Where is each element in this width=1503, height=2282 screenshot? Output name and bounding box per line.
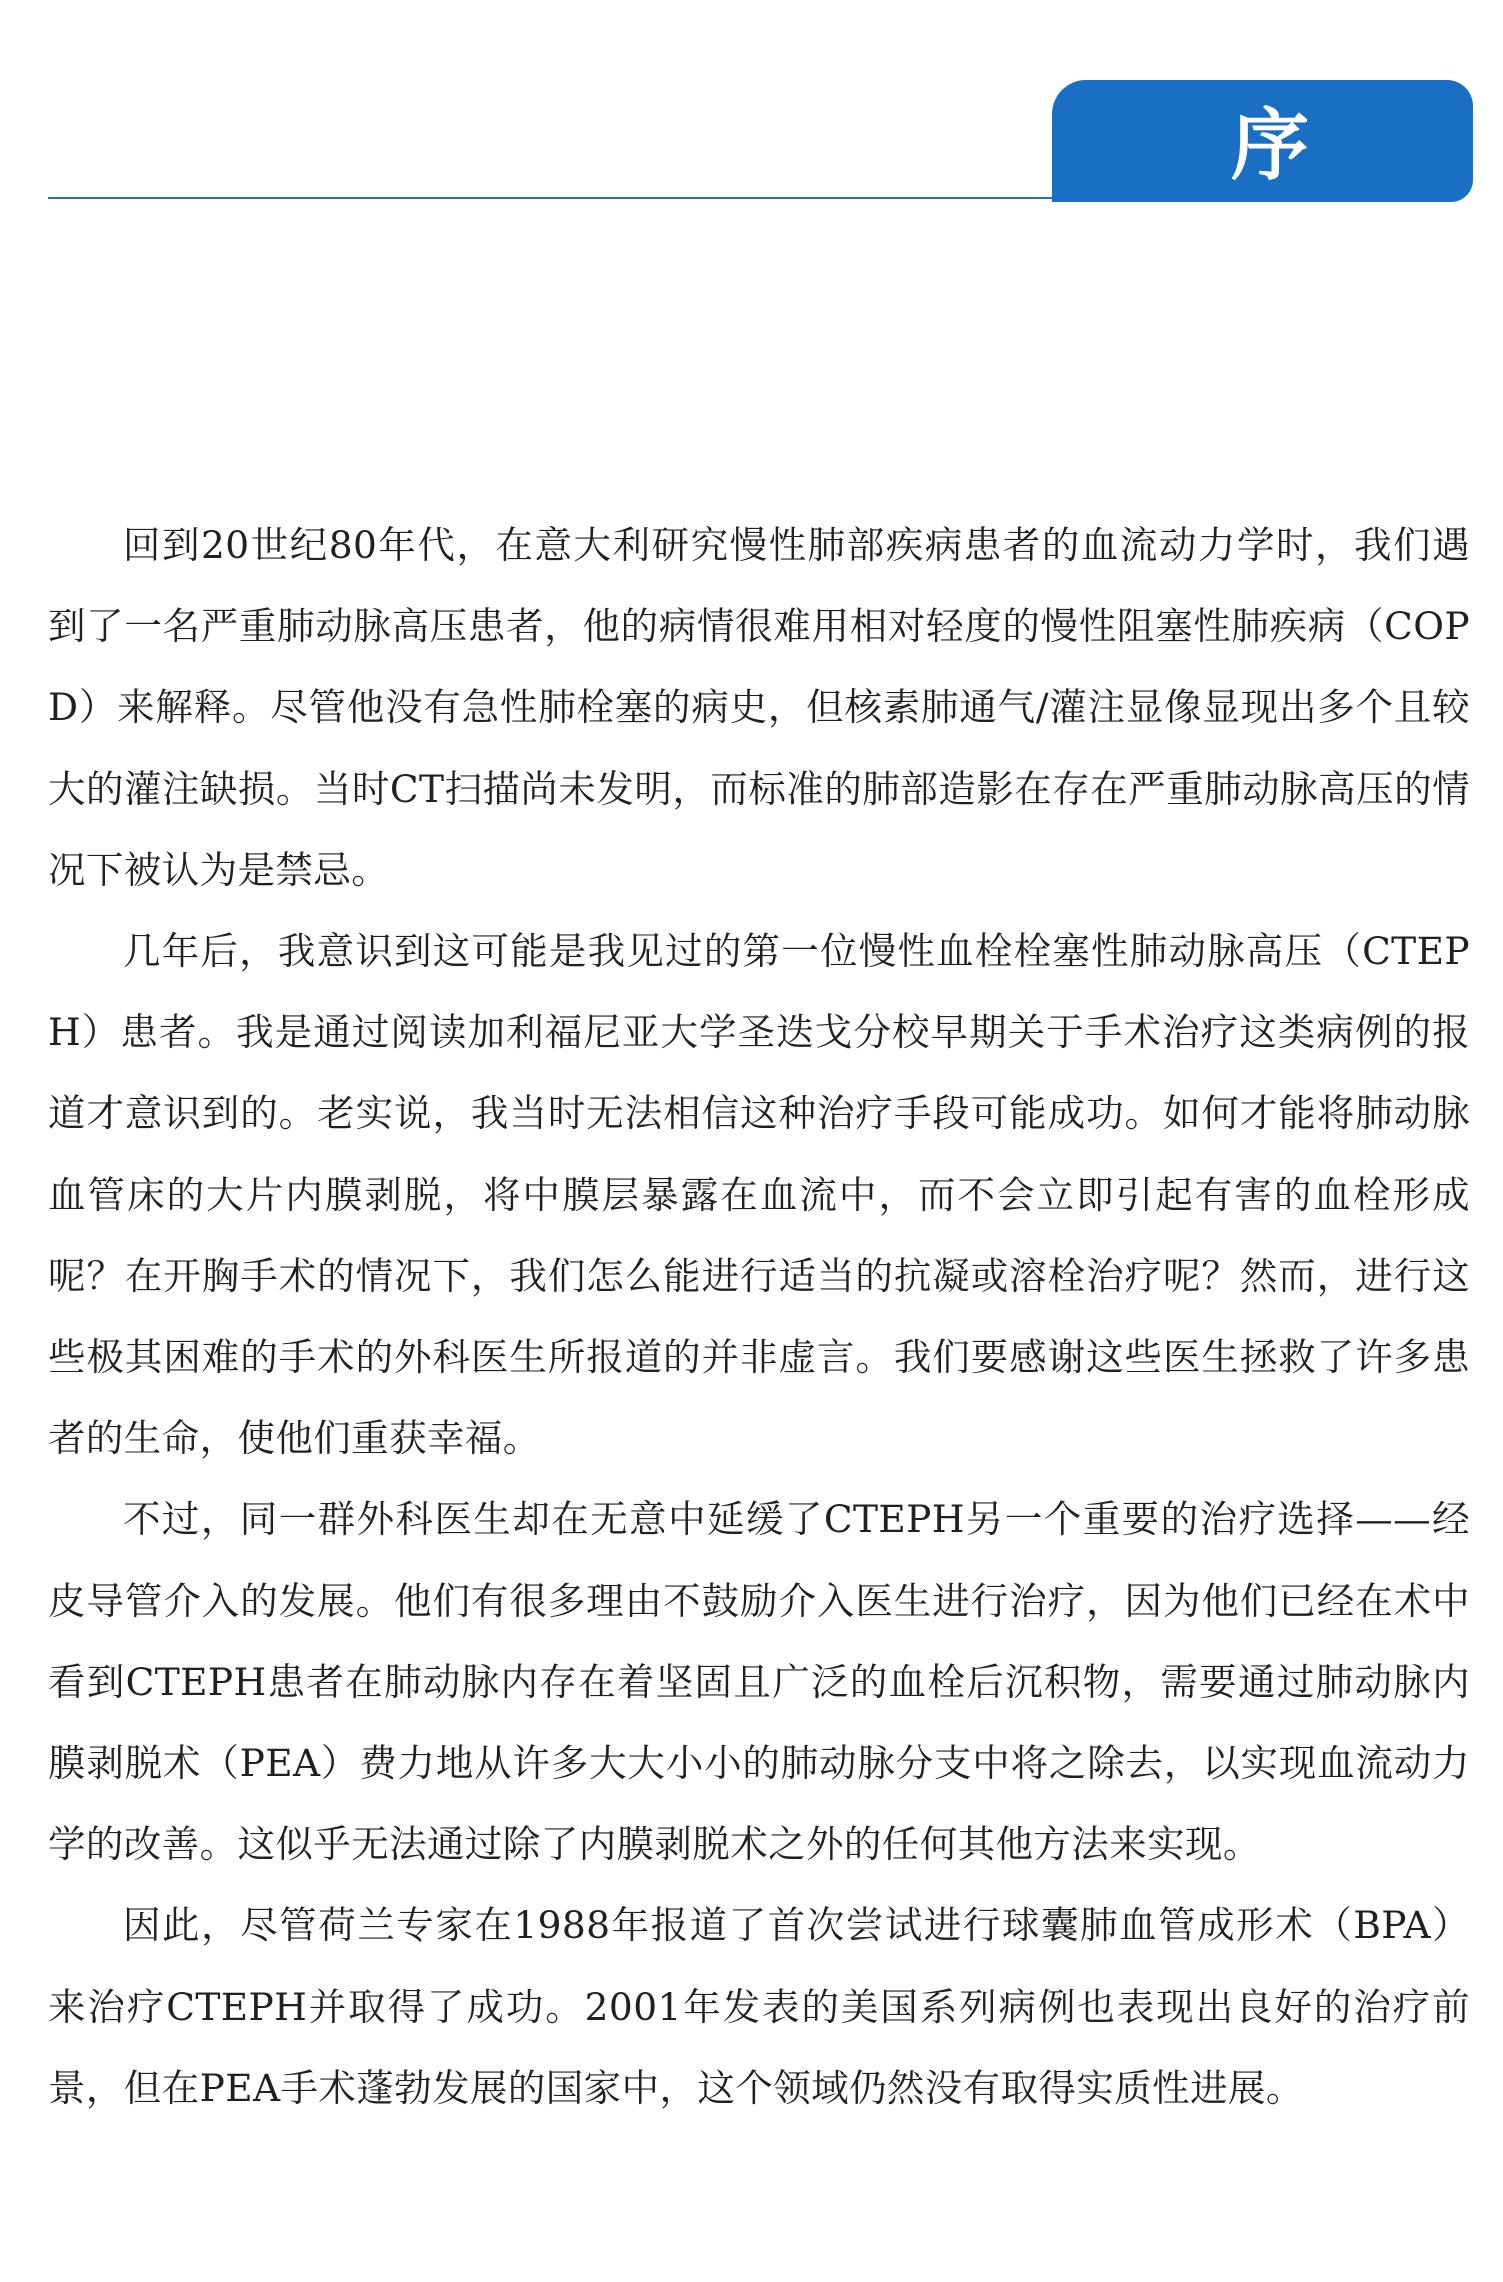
paragraph-4: 因此，尽管荷兰专家在1988年报道了首次尝试进行球囊肺血管成形术（BPA）来治疗CTEPH并取得了成功。2001年发表的美国系列病例也表现出良好的治疗前景，但在PEA手术蓬勃发展的国家中，这个领域仍然没有取得实质性进展。 — [48, 1903, 1470, 2110]
paragraph-2: 几年后，我意识到这可能是我见过的第一位慢性血栓栓塞性肺动脉高压（CTEPH）患者。我是通过阅读加利福尼亚大学圣迭戈分校早期关于手术治疗这类病例的报道才意识到的。老实说，我当时无法相信这种治疗手段可能成功。如何才能将肺动脉血管床的大片内膜剥脱，将中膜层暴露在血流中，而不会立即引起有害的血栓形成呢？在开胸手术的情况下，我们怎么能进行适当的抗凝或溶栓治疗呢？然而，进行这些极其困难的手术的外科医生所报道的并非虚言。我们要感谢这些医生拯救了许多患者的生命，使他们重获幸福。 — [48, 929, 1470, 1461]
page-title: 序 — [1230, 101, 1309, 191]
paragraph-1: 回到20世纪80年代，在意大利研究慢性肺部疾病患者的血流动力学时，我们遇到了一名严重肺动脉高压患者，他的病情很难用相对轻度的慢性阻塞性肺疾病（COPD）来解释。尽管他没有急性肺栓塞的病史，但核素肺通气/灌注显像显现出多个且较大的灌注缺损。当时CT扫描尚未发明，而标准的肺部造影在存在严重肺动脉高压的情况下被认为是禁忌。 — [48, 523, 1470, 892]
preface-body — [48, 505, 1470, 2129]
paragraph-3: 不过，同一群外科医生却在无意中延缓了CTEPH另一个重要的治疗选择——经皮导管介入的发展。他们有很多理由不鼓励介入医生进行治疗，因为他们已经在术中看到CTEPH患者在肺动脉内存在着坚固且广泛的血栓后沉积物，需要通过肺动脉内膜剥脱术（PEA）费力地从许多大大小小的肺动脉分支中将之除去，以实现血流动力学的改善。这似乎无法通过除了内膜剥脱术之外的任何其他方法来实现。 — [48, 1497, 1470, 1867]
header-rule — [48, 197, 1058, 199]
